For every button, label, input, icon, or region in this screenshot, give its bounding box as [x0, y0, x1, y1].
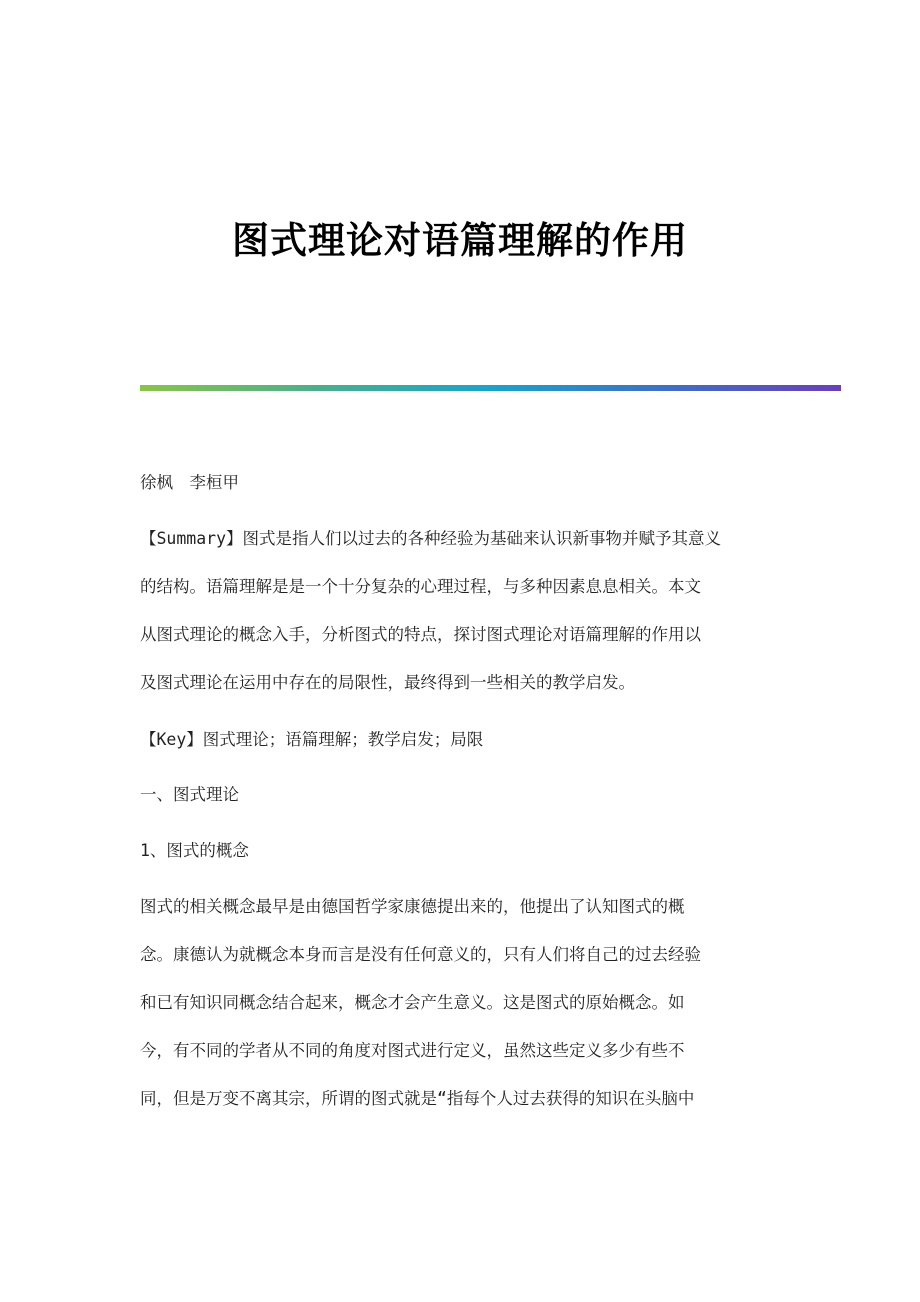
gradient-divider — [140, 385, 841, 391]
summary-line: 【Summary】图式是指人们以过去的各种经验为基础来认识新事物并赋予其意义 — [140, 529, 722, 548]
summary-line: 的结构。语篇理解是是一个十分复杂的心理过程，与多种因素息息相关。本文 — [140, 577, 701, 596]
body-line: 念。康德认为就概念本身而言是没有任何意义的，只有人们将自己的过去经验 — [140, 945, 701, 964]
authors: 徐枫 李桓甲 — [140, 473, 239, 492]
summary-line: 及图式理论在运用中存在的局限性，最终得到一些相关的教学启发。 — [140, 673, 635, 692]
subsection-heading: 1、图式的概念 — [140, 841, 249, 860]
document-title: 图式理论对语篇理解的作用 — [232, 218, 688, 262]
summary-line: 从图式理论的概念入手，分析图式的特点，探讨图式理论对语篇理解的作用以 — [140, 625, 701, 644]
body-line: 今，有不同的学者从不同的角度对图式进行定义，虽然这些定义多少有些不 — [140, 1041, 685, 1060]
body-line: 图式的相关概念最早是由德国哲学家康德提出来的，他提出了认知图式的概 — [140, 897, 685, 916]
body-line: 同，但是万变不离其宗，所谓的图式就是“指每个人过去获得的知识在头脑中 — [140, 1089, 695, 1108]
keywords: 【Key】图式理论；语篇理解；教学启发；局限 — [140, 730, 484, 749]
body-line: 和已有知识同概念结合起来，概念才会产生意义。这是图式的原始概念。如 — [140, 993, 685, 1012]
section-heading: 一、图式理论 — [140, 785, 239, 804]
